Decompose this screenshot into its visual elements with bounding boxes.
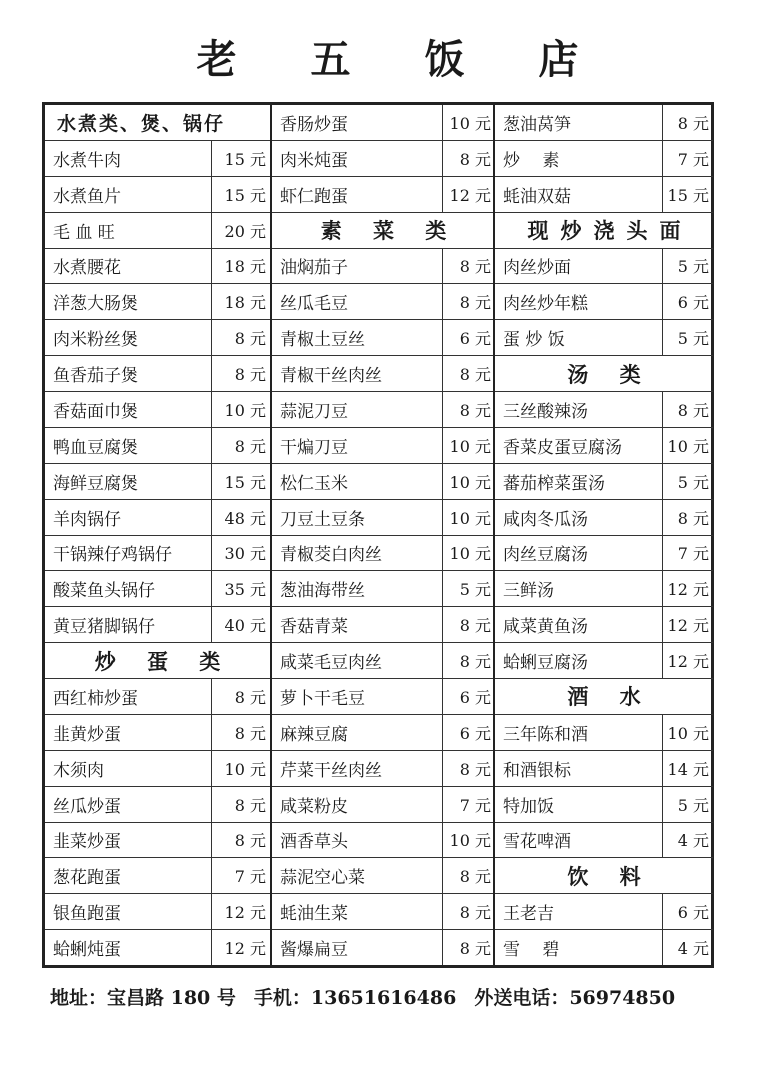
section-header: 现炒浇头面 <box>495 213 713 249</box>
menu-item-row <box>45 823 270 859</box>
menu-column-1 <box>45 105 270 965</box>
dish-name: 丝瓜毛豆 <box>280 294 348 315</box>
section-header: 酒 水 <box>495 679 713 715</box>
section-header: 炒 蛋 类 <box>45 643 270 679</box>
dish-price: 5 元 <box>662 464 713 499</box>
menu-item-row <box>45 715 270 751</box>
dish-price: 8 元 <box>442 356 495 391</box>
menu-item-row <box>45 751 270 787</box>
menu-item-row <box>272 715 495 751</box>
dish-price: 4 元 <box>662 930 713 965</box>
menu-item-row <box>45 679 270 715</box>
dish-name: 肉丝炒面 <box>503 258 571 279</box>
menu-item-row <box>495 536 713 572</box>
menu-item-row <box>495 141 713 177</box>
dish-price: 20 元 <box>211 213 270 248</box>
dish-name: 三年陈和酒 <box>503 724 588 745</box>
dish-price: 7 元 <box>211 858 270 893</box>
menu-item-row <box>495 787 713 823</box>
dish-price: 15 元 <box>662 177 713 212</box>
menu-item-row <box>272 141 495 177</box>
dish-price: 12 元 <box>211 894 270 929</box>
dish-price: 15 元 <box>211 177 270 212</box>
dish-price: 10 元 <box>442 105 495 140</box>
dish-price: 10 元 <box>662 715 713 750</box>
menu-item-row <box>272 464 495 500</box>
dish-price: 8 元 <box>211 320 270 355</box>
dish-name: 王老吉 <box>503 904 554 925</box>
menu-item-row <box>495 930 713 965</box>
menu-item-row <box>495 751 713 787</box>
dish-name: 芹菜干丝肉丝 <box>280 760 382 781</box>
menu-item-row <box>272 930 495 965</box>
dish-name: 炒 素 <box>503 150 560 171</box>
menu-item-row <box>45 213 270 249</box>
dish-name: 丝瓜炒蛋 <box>53 796 121 817</box>
menu-item-row <box>45 356 270 392</box>
dish-name: 肉丝炒年糕 <box>503 294 588 315</box>
dish-name: 韭菜炒蛋 <box>53 832 121 853</box>
section-header: 水煮类、煲、锅仔 <box>45 105 270 141</box>
dish-name: 麻辣豆腐 <box>280 724 348 745</box>
dish-price: 4 元 <box>662 823 713 858</box>
dish-price: 7 元 <box>662 536 713 571</box>
menu-item-row <box>495 500 713 536</box>
dish-name: 香菜皮蛋豆腐汤 <box>503 437 622 458</box>
menu-item-row <box>495 105 713 141</box>
menu-item-row <box>45 141 270 177</box>
dish-name: 蒜泥刀豆 <box>280 401 348 422</box>
dish-name: 韭黄炒蛋 <box>53 724 121 745</box>
menu-item-row <box>272 607 495 643</box>
dish-name: 海鲜豆腐煲 <box>53 473 138 494</box>
dish-price: 10 元 <box>442 428 495 463</box>
menu-item-row <box>45 536 270 572</box>
dish-price: 8 元 <box>211 428 270 463</box>
footer-contact <box>50 983 750 1010</box>
dish-name: 肉丝豆腐汤 <box>503 545 588 566</box>
dish-name: 葱油莴笋 <box>503 114 571 135</box>
dish-price: 8 元 <box>211 679 270 714</box>
menu-item-row <box>272 392 495 428</box>
menu-item-row <box>495 823 713 859</box>
dish-price: 18 元 <box>211 284 270 319</box>
dish-name: 蛤蜊炖蛋 <box>53 940 121 961</box>
menu-item-row <box>495 894 713 930</box>
dish-name: 和酒银标 <box>503 760 571 781</box>
dish-price: 10 元 <box>442 823 495 858</box>
dish-name: 松仁玉米 <box>280 473 348 494</box>
dish-name: 干煸刀豆 <box>280 437 348 458</box>
dish-price: 6 元 <box>662 894 713 929</box>
dish-name: 蚝油双菇 <box>503 186 571 207</box>
dish-name: 鱼香茄子煲 <box>53 366 138 387</box>
dish-price: 10 元 <box>211 751 270 786</box>
dish-price: 8 元 <box>442 894 495 929</box>
dish-price: 10 元 <box>662 428 713 463</box>
menu-item-row <box>45 787 270 823</box>
dish-price: 6 元 <box>442 715 495 750</box>
menu-item-row <box>272 105 495 141</box>
dish-name: 酱爆扁豆 <box>280 940 348 961</box>
dish-price: 8 元 <box>442 141 495 176</box>
menu-item-row <box>272 823 495 859</box>
dish-price: 8 元 <box>211 715 270 750</box>
menu-item-row <box>45 930 270 965</box>
dish-price: 5 元 <box>662 787 713 822</box>
dish-name: 咸菜毛豆肉丝 <box>280 653 382 674</box>
dish-price: 8 元 <box>442 930 495 965</box>
menu-item-row <box>272 249 495 285</box>
menu-item-row <box>495 392 713 428</box>
menu-item-row <box>272 643 495 679</box>
dish-price: 14 元 <box>662 751 713 786</box>
dish-price: 8 元 <box>211 823 270 858</box>
mobile-text: 手机：13651616486 <box>253 987 457 1009</box>
dish-name: 蒜泥空心菜 <box>280 868 365 889</box>
section-header: 素 菜 类 <box>272 213 495 249</box>
dish-name: 咸菜粉皮 <box>280 796 348 817</box>
dish-price: 18 元 <box>211 249 270 284</box>
dish-name: 三丝酸辣汤 <box>503 401 588 422</box>
menu-item-row <box>45 428 270 464</box>
menu-item-row <box>45 607 270 643</box>
menu-item-row <box>272 894 495 930</box>
dish-price: 30 元 <box>211 536 270 571</box>
dish-name: 刀豆土豆条 <box>280 509 365 530</box>
dish-price: 8 元 <box>442 392 495 427</box>
dish-price: 8 元 <box>442 607 495 642</box>
dish-price: 10 元 <box>442 464 495 499</box>
menu-column-2 <box>270 105 495 965</box>
menu-item-row <box>495 607 713 643</box>
dish-name: 特加饭 <box>503 796 554 817</box>
menu-item-row <box>272 500 495 536</box>
dish-price: 8 元 <box>442 643 495 678</box>
dish-name: 蚝油生菜 <box>280 904 348 925</box>
dish-name: 木须肉 <box>53 760 104 781</box>
dish-name: 毛 血 旺 <box>53 222 115 243</box>
menu-column-3 <box>493 105 713 965</box>
dish-name: 水煮鱼片 <box>53 186 121 207</box>
dish-name: 萝卜干毛豆 <box>280 688 365 709</box>
menu-item-row <box>495 320 713 356</box>
dish-price: 40 元 <box>211 607 270 642</box>
menu-item-row <box>272 320 495 356</box>
dish-price: 5 元 <box>662 249 713 284</box>
dish-name: 油焖茄子 <box>280 258 348 279</box>
dish-name: 蛋 炒 饭 <box>503 330 565 351</box>
dish-price: 48 元 <box>211 500 270 535</box>
dish-name: 蕃茄榨菜蛋汤 <box>503 473 605 494</box>
section-header: 饮 料 <box>495 858 713 894</box>
dish-name: 香菇青菜 <box>280 617 348 638</box>
dish-price: 7 元 <box>662 141 713 176</box>
menu-item-row <box>495 715 713 751</box>
dish-name: 咸肉冬瓜汤 <box>503 509 588 530</box>
dish-price: 8 元 <box>662 105 713 140</box>
dish-price: 8 元 <box>442 284 495 319</box>
menu-item-row <box>45 284 270 320</box>
menu-item-row <box>45 392 270 428</box>
menu-item-row <box>495 571 713 607</box>
menu-item-row <box>45 571 270 607</box>
dish-name: 青椒干丝肉丝 <box>280 366 382 387</box>
menu-item-row <box>45 500 270 536</box>
dish-price: 8 元 <box>662 392 713 427</box>
dish-price: 7 元 <box>442 787 495 822</box>
dish-name: 青椒茭白肉丝 <box>280 545 382 566</box>
section-header: 汤 类 <box>495 356 713 392</box>
dish-name: 羊肉锅仔 <box>53 509 121 530</box>
dish-price: 8 元 <box>211 787 270 822</box>
dish-price: 15 元 <box>211 464 270 499</box>
dish-name: 水煮腰花 <box>53 258 121 279</box>
dish-price: 8 元 <box>442 858 495 893</box>
dish-price: 12 元 <box>662 607 713 642</box>
dish-name: 咸菜黄鱼汤 <box>503 617 588 638</box>
dish-name: 香肠炒蛋 <box>280 114 348 135</box>
dish-name: 酸菜鱼头锅仔 <box>53 581 155 602</box>
dish-name: 三鲜汤 <box>503 581 554 602</box>
dish-name: 雪 碧 <box>503 940 560 961</box>
dish-name: 虾仁跑蛋 <box>280 186 348 207</box>
dish-name: 雪花啤酒 <box>503 832 571 853</box>
dish-name: 肉米粉丝煲 <box>53 330 138 351</box>
menu-item-row <box>45 464 270 500</box>
dish-price: 15 元 <box>211 141 270 176</box>
dish-name: 鸭血豆腐煲 <box>53 437 138 458</box>
dish-name: 西红柿炒蛋 <box>53 688 138 709</box>
dish-name: 干锅辣仔鸡锅仔 <box>53 545 172 566</box>
menu-item-row <box>272 751 495 787</box>
dish-price: 10 元 <box>442 536 495 571</box>
dish-name: 银鱼跑蛋 <box>53 904 121 925</box>
menu-item-row <box>272 571 495 607</box>
delivery-phone-text: 外送电话：56974850 <box>474 987 676 1009</box>
menu-item-row <box>272 679 495 715</box>
menu-item-row <box>45 858 270 894</box>
dish-name: 香菇面巾煲 <box>53 401 138 422</box>
dish-price: 8 元 <box>442 249 495 284</box>
menu-item-row <box>495 464 713 500</box>
dish-price: 12 元 <box>662 643 713 678</box>
dish-price: 5 元 <box>662 320 713 355</box>
menu-item-row <box>272 858 495 894</box>
dish-price: 8 元 <box>662 500 713 535</box>
dish-price: 8 元 <box>442 751 495 786</box>
menu-item-row <box>45 177 270 213</box>
menu-item-row <box>272 177 495 213</box>
restaurant-title: 老 五 饭 店 <box>196 37 609 83</box>
dish-name: 酒香草头 <box>280 832 348 853</box>
dish-name: 肉米炖蛋 <box>280 150 348 171</box>
menu-item-row <box>495 177 713 213</box>
dish-price: 12 元 <box>662 571 713 606</box>
menu-item-row <box>45 249 270 285</box>
menu-item-row <box>45 894 270 930</box>
dish-price: 6 元 <box>442 320 495 355</box>
dish-price: 8 元 <box>211 356 270 391</box>
dish-price: 12 元 <box>211 930 270 965</box>
dish-name: 水煮牛肉 <box>53 150 121 171</box>
dish-price: 6 元 <box>442 679 495 714</box>
dish-name: 青椒土豆丝 <box>280 330 365 351</box>
menu-item-row <box>495 249 713 285</box>
menu-item-row <box>272 536 495 572</box>
address-text: 地址：宝昌路 180 号 <box>50 987 236 1009</box>
dish-price: 35 元 <box>211 571 270 606</box>
menu-item-row <box>495 643 713 679</box>
menu-item-row <box>495 284 713 320</box>
dish-name: 蛤蜊豆腐汤 <box>503 653 588 674</box>
dish-price: 10 元 <box>211 392 270 427</box>
menu-item-row <box>272 356 495 392</box>
dish-name: 葱油海带丝 <box>280 581 365 602</box>
menu-item-row <box>272 428 495 464</box>
dish-price: 6 元 <box>662 284 713 319</box>
dish-price: 12 元 <box>442 177 495 212</box>
dish-name: 黄豆猪脚锅仔 <box>53 617 155 638</box>
menu-item-row <box>272 284 495 320</box>
dish-price: 10 元 <box>442 500 495 535</box>
dish-price: 5 元 <box>442 571 495 606</box>
menu-item-row <box>272 787 495 823</box>
dish-name: 葱花跑蛋 <box>53 868 121 889</box>
dish-name: 洋葱大肠煲 <box>53 294 138 315</box>
menu-item-row <box>45 320 270 356</box>
menu-item-row <box>495 428 713 464</box>
